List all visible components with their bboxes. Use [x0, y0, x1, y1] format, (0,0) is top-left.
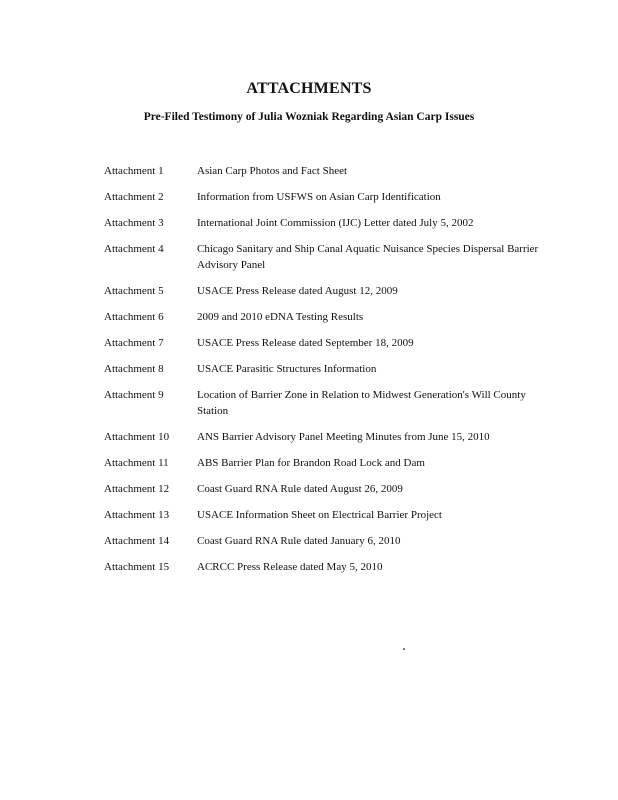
attachment-row [0, 429, 618, 445]
attachment-row [0, 533, 618, 549]
attachment-description: USACE Parasitic Structures Information [197, 363, 377, 375]
attachment-list [0, 163, 618, 585]
attachment-row [0, 241, 618, 273]
attachment-row [0, 507, 618, 523]
attachment-description: Asian Carp Photos and Fact Sheet [197, 165, 348, 177]
attachment-row [0, 481, 618, 497]
attachment-label: Attachment 5 [104, 285, 164, 297]
attachment-row [0, 455, 618, 471]
attachment-description: Coast Guard RNA Rule dated January 6, 2010 [197, 535, 401, 547]
attachment-description: Information from USFWS on Asian Carp Identification [197, 191, 441, 203]
attachment-row [0, 215, 618, 231]
attachment-description: Chicago Sanitary and Ship Canal Aquatic Nuisance Species Dispersal Barrier Advisory Panel [197, 243, 539, 271]
attachment-label: Attachment 12 [104, 483, 170, 495]
attachment-description: USACE Press Release dated August 12, 2009 [197, 285, 398, 297]
attachment-description: 2009 and 2010 eDNA Testing Results [197, 311, 364, 323]
attachment-label: Attachment 10 [104, 431, 170, 443]
attachment-label: Attachment 6 [104, 311, 164, 323]
attachment-description: Coast Guard RNA Rule dated August 26, 2009 [197, 483, 403, 495]
attachment-label: Attachment 14 [104, 535, 170, 547]
page-subtitle: Pre-Filed Testimony of Julia Wozniak Regarding Asian Carp Issues [143, 111, 475, 123]
attachment-row [0, 163, 618, 179]
attachment-label: Attachment 9 [104, 389, 164, 401]
attachment-label: Attachment 11 [104, 457, 169, 469]
attachment-row [0, 335, 618, 351]
attachment-label: Attachment 7 [104, 337, 164, 349]
attachment-description: USACE Information Sheet on Electrical Barrier Project [197, 509, 442, 521]
attachment-row [0, 283, 618, 299]
attachment-label: Attachment 13 [104, 509, 170, 521]
attachment-description: USACE Press Release dated September 18, 2009 [197, 337, 414, 349]
page-title: ATTACHMENTS [246, 80, 372, 97]
attachment-description: International Joint Commission (IJC) Letter dated July 5, 2002 [197, 217, 474, 229]
stray-mark [403, 648, 405, 650]
attachment-label: Attachment 15 [104, 561, 170, 573]
attachment-label: Attachment 4 [104, 243, 164, 255]
attachment-row [0, 309, 618, 325]
attachment-row [0, 387, 618, 419]
attachment-description: ANS Barrier Advisory Panel Meeting Minutes from June 15, 2010 [197, 431, 490, 443]
attachment-description: Location of Barrier Zone in Relation to Midwest Generation's Will County Station [197, 389, 526, 417]
attachment-row [0, 189, 618, 205]
attachment-label: Attachment 3 [104, 217, 164, 229]
attachment-description: ACRCC Press Release dated May 5, 2010 [197, 561, 383, 573]
attachment-description: ABS Barrier Plan for Brandon Road Lock and Dam [197, 457, 425, 469]
attachment-label: Attachment 2 [104, 191, 164, 203]
attachment-label: Attachment 1 [104, 165, 164, 177]
attachment-row [0, 361, 618, 377]
attachment-row [0, 559, 618, 575]
attachment-label: Attachment 8 [104, 363, 164, 375]
